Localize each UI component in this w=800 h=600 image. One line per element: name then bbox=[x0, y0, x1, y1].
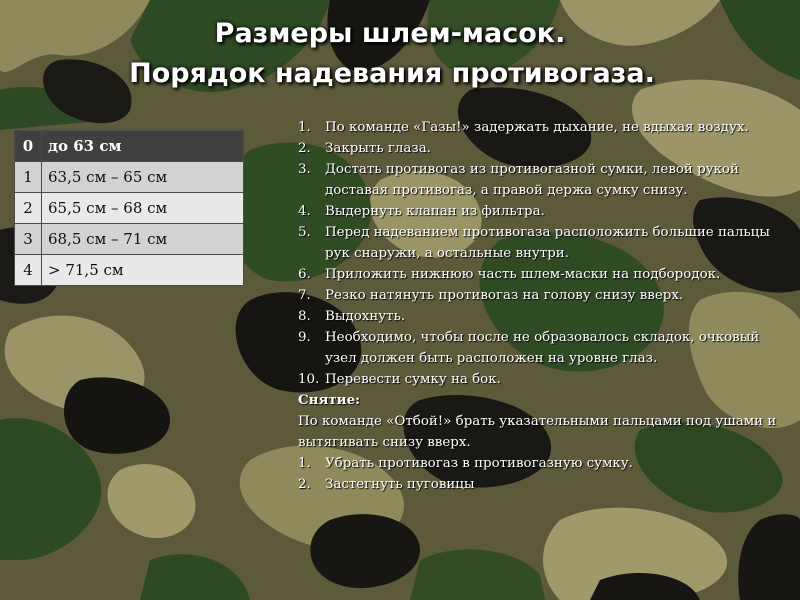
step-number: 9. bbox=[298, 330, 311, 345]
step-text: Выдернуть клапан из фильтра. bbox=[325, 204, 545, 219]
list-item bbox=[298, 117, 783, 138]
table-header-row bbox=[15, 131, 244, 162]
list-item bbox=[298, 453, 783, 474]
title-line-2: Порядок надевания противогаза. bbox=[129, 58, 655, 89]
step-number: 10. bbox=[298, 372, 320, 387]
size-range: 65,5 см – 68 см bbox=[42, 193, 244, 224]
removal-heading: Снятие: bbox=[298, 392, 361, 408]
size-number: 1 bbox=[15, 162, 42, 193]
title-line-1: Размеры шлем-масок. bbox=[214, 18, 566, 49]
list-item bbox=[298, 285, 783, 306]
step-number: 5. bbox=[298, 225, 311, 240]
step-text: Резко натянуть противогаз на голову снизу вверх. bbox=[325, 288, 684, 303]
removal-intro: По команде «Отбой!» брать указательными пальцами под ушами и вытягивать снизу вверх. bbox=[298, 414, 777, 450]
list-item bbox=[298, 159, 783, 201]
step-number: 2. bbox=[298, 141, 311, 156]
step-number: 8. bbox=[298, 309, 311, 324]
size-range: 68,5 см – 71 см bbox=[42, 224, 244, 255]
table-row bbox=[15, 255, 244, 286]
size-number: 4 bbox=[15, 255, 42, 286]
helmet-mask-size-table bbox=[14, 130, 244, 286]
list-item bbox=[298, 201, 783, 222]
step-text: Закрыть глаза. bbox=[325, 141, 431, 156]
step-text: Необходимо, чтобы после не образовалось складок, очковый узел должен быть расположен на уровне глаз. bbox=[325, 330, 760, 366]
list-item bbox=[298, 264, 783, 285]
step-text: Выдохнуть. bbox=[325, 309, 406, 324]
step-text: По команде «Газы!» задержать дыхание, не вдыхая воздух. bbox=[325, 120, 749, 135]
table-row bbox=[15, 224, 244, 255]
step-number: 7. bbox=[298, 288, 311, 303]
size-range: до 63 см bbox=[42, 131, 244, 162]
list-item bbox=[298, 222, 783, 264]
list-item bbox=[298, 306, 783, 327]
step-text: Приложить нижнюю часть шлем-маски на подбородок. bbox=[325, 267, 721, 282]
size-range: 63,5 см – 65 см bbox=[42, 162, 244, 193]
list-item bbox=[298, 474, 783, 495]
table-row bbox=[15, 162, 244, 193]
step-text: Застегнуть пуговицы bbox=[325, 477, 475, 492]
size-range: > 71,5 см bbox=[42, 255, 244, 286]
step-text: Убрать противогаз в противогазную сумку. bbox=[325, 456, 633, 471]
step-number: 6. bbox=[298, 267, 311, 282]
step-number: 3. bbox=[298, 162, 311, 177]
list-item bbox=[298, 369, 783, 390]
instructions-text-block bbox=[298, 117, 783, 495]
size-number: 2 bbox=[15, 193, 42, 224]
list-item bbox=[298, 138, 783, 159]
size-number: 3 bbox=[15, 224, 42, 255]
size-number: 0 bbox=[15, 131, 42, 162]
table-row bbox=[15, 193, 244, 224]
step-text: Достать противогаз из противогазной сумки, левой рукой доставая противогаз, а правой держа сумку снизу. bbox=[325, 162, 739, 198]
step-number: 2. bbox=[298, 477, 311, 492]
removal-steps-list bbox=[298, 453, 783, 495]
step-number: 4. bbox=[298, 204, 311, 219]
list-item bbox=[298, 327, 783, 369]
step-text: Перед надеванием противогаза расположить большие пальцы рук снаружи, а остальные внутри. bbox=[325, 225, 770, 261]
donning-steps-list bbox=[298, 117, 783, 390]
step-number: 1. bbox=[298, 456, 311, 471]
step-number: 1. bbox=[298, 120, 311, 135]
step-text: Перевести сумку на бок. bbox=[325, 372, 501, 387]
